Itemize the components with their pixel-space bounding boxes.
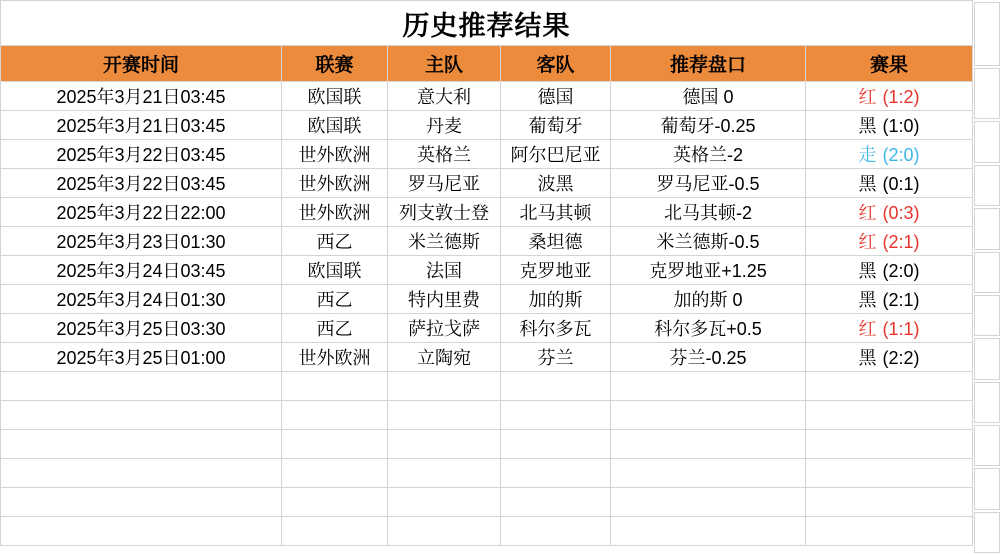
table-row xyxy=(1,227,973,256)
cell-result[interactable] xyxy=(806,343,973,372)
overflow-cell[interactable] xyxy=(974,2,1000,66)
cell-time[interactable]: 2025年3月21日03:45 xyxy=(1,111,282,140)
result-label: 黑 xyxy=(858,348,877,368)
cell-result[interactable] xyxy=(806,227,973,256)
cell-home[interactable]: 丹麦 xyxy=(388,111,501,140)
empty-cell[interactable] xyxy=(806,372,973,401)
empty-cell[interactable] xyxy=(806,488,973,517)
empty-cell[interactable] xyxy=(611,372,806,401)
table-row xyxy=(1,169,973,198)
table-row xyxy=(1,314,973,343)
result-score: (1:0) xyxy=(882,116,920,136)
result-label: 黑 xyxy=(858,261,877,281)
empty-cell[interactable] xyxy=(1,430,282,459)
cell-away[interactable]: 北马其顿 xyxy=(501,198,611,227)
overflow-cell[interactable] xyxy=(974,382,1000,423)
empty-cell[interactable] xyxy=(1,372,282,401)
cell-league[interactable]: 西乙 xyxy=(282,285,388,314)
result-score: (2:2) xyxy=(882,348,920,368)
empty-cell[interactable] xyxy=(501,401,611,430)
cell-home[interactable]: 特内里费 xyxy=(388,285,501,314)
cell-away[interactable]: 波黑 xyxy=(501,169,611,198)
empty-cell[interactable] xyxy=(1,488,282,517)
result-score: (2:1) xyxy=(882,290,920,310)
result-score: (2:0) xyxy=(882,261,920,281)
empty-cell[interactable] xyxy=(388,372,501,401)
cell-pick[interactable]: 英格兰-2 xyxy=(611,140,806,169)
result-label: 黑 xyxy=(858,116,877,136)
empty-cell[interactable] xyxy=(501,430,611,459)
cell-result[interactable] xyxy=(806,140,973,169)
empty-cell[interactable] xyxy=(282,459,388,488)
empty-cell[interactable] xyxy=(1,401,282,430)
empty-cell[interactable] xyxy=(501,372,611,401)
result-score: (0:1) xyxy=(882,174,920,194)
cell-result[interactable] xyxy=(806,256,973,285)
cell-time[interactable]: 2025年3月23日01:30 xyxy=(1,227,282,256)
result-label: 红 xyxy=(858,87,877,107)
cell-result[interactable] xyxy=(806,198,973,227)
empty-row xyxy=(1,459,973,488)
result-score: (2:0) xyxy=(882,145,920,165)
empty-cell[interactable] xyxy=(388,488,501,517)
cell-result[interactable] xyxy=(806,169,973,198)
empty-cell[interactable] xyxy=(501,517,611,546)
cell-home[interactable]: 米兰德斯 xyxy=(388,227,501,256)
empty-cell[interactable] xyxy=(1,459,282,488)
overflow-cell[interactable] xyxy=(974,252,1000,293)
table-row xyxy=(1,198,973,227)
cell-league[interactable]: 欧国联 xyxy=(282,256,388,285)
title-row xyxy=(1,1,973,46)
cell-pick[interactable]: 加的斯 0 xyxy=(611,285,806,314)
column-header-result[interactable]: 赛果 xyxy=(806,46,973,82)
cell-home[interactable]: 法国 xyxy=(388,256,501,285)
cell-time[interactable]: 2025年3月25日03:30 xyxy=(1,314,282,343)
cell-league[interactable]: 世外欧洲 xyxy=(282,140,388,169)
empty-cell[interactable] xyxy=(282,401,388,430)
table-row xyxy=(1,82,973,111)
empty-cell[interactable] xyxy=(806,401,973,430)
empty-cell[interactable] xyxy=(611,517,806,546)
overflow-cell[interactable] xyxy=(974,425,1000,466)
column-header-home[interactable]: 主队 xyxy=(388,46,501,82)
empty-cell[interactable] xyxy=(282,488,388,517)
table-header-row xyxy=(1,46,973,82)
column-header-pick[interactable]: 推荐盘口 xyxy=(611,46,806,82)
cell-home[interactable]: 立陶宛 xyxy=(388,343,501,372)
cell-time[interactable]: 2025年3月22日03:45 xyxy=(1,140,282,169)
empty-cell[interactable] xyxy=(388,459,501,488)
empty-cell[interactable] xyxy=(388,401,501,430)
empty-cell[interactable] xyxy=(388,517,501,546)
empty-cell[interactable] xyxy=(611,401,806,430)
cell-league[interactable]: 西乙 xyxy=(282,227,388,256)
cell-pick[interactable]: 科尔多瓦+0.5 xyxy=(611,314,806,343)
cell-league[interactable]: 世外欧洲 xyxy=(282,198,388,227)
empty-cell[interactable] xyxy=(806,459,973,488)
result-label: 红 xyxy=(858,203,877,223)
cell-away[interactable]: 芬兰 xyxy=(501,343,611,372)
cell-pick[interactable]: 北马其顿-2 xyxy=(611,198,806,227)
cell-away[interactable]: 葡萄牙 xyxy=(501,111,611,140)
table-row xyxy=(1,343,973,372)
table-row xyxy=(1,285,973,314)
overflow-cell[interactable] xyxy=(974,68,1000,119)
result-label: 红 xyxy=(858,232,877,252)
cell-away[interactable]: 桑坦德 xyxy=(501,227,611,256)
empty-cell[interactable] xyxy=(1,517,282,546)
empty-row xyxy=(1,430,973,459)
overflow-cell[interactable] xyxy=(974,512,1000,553)
cell-league[interactable]: 西乙 xyxy=(282,314,388,343)
cell-league[interactable]: 世外欧洲 xyxy=(282,169,388,198)
result-label: 红 xyxy=(858,319,877,339)
cell-home[interactable]: 萨拉戈萨 xyxy=(388,314,501,343)
overflow-column xyxy=(972,0,1002,555)
column-header-away[interactable]: 客队 xyxy=(501,46,611,82)
cell-home[interactable]: 罗马尼亚 xyxy=(388,169,501,198)
result-label: 黑 xyxy=(858,290,877,310)
empty-cell[interactable] xyxy=(282,372,388,401)
cell-result[interactable] xyxy=(806,111,973,140)
empty-cell[interactable] xyxy=(388,430,501,459)
empty-row xyxy=(1,372,973,401)
result-score: (1:1) xyxy=(882,319,920,339)
cell-away[interactable]: 科尔多瓦 xyxy=(501,314,611,343)
overflow-cell[interactable] xyxy=(974,338,1000,379)
empty-cell[interactable] xyxy=(501,459,611,488)
empty-cell[interactable] xyxy=(611,488,806,517)
cell-away[interactable]: 克罗地亚 xyxy=(501,256,611,285)
overflow-cell[interactable] xyxy=(974,165,1000,206)
cell-pick[interactable]: 德国 0 xyxy=(611,82,806,111)
overflow-cell[interactable] xyxy=(974,468,1000,509)
empty-cell[interactable] xyxy=(282,430,388,459)
overflow-cell[interactable] xyxy=(974,295,1000,336)
cell-time[interactable]: 2025年3月22日03:45 xyxy=(1,169,282,198)
cell-league[interactable]: 世外欧洲 xyxy=(282,343,388,372)
table-row xyxy=(1,256,973,285)
result-score: (1:2) xyxy=(882,87,920,107)
cell-result[interactable] xyxy=(806,314,973,343)
table-row xyxy=(1,140,973,169)
result-label: 走 xyxy=(858,145,877,165)
cell-home[interactable]: 英格兰 xyxy=(388,140,501,169)
cell-pick[interactable]: 米兰德斯-0.5 xyxy=(611,227,806,256)
column-header-league[interactable]: 联赛 xyxy=(282,46,388,82)
empty-cell[interactable] xyxy=(806,517,973,546)
cell-time[interactable]: 2025年3月24日03:45 xyxy=(1,256,282,285)
cell-pick[interactable]: 芬兰-0.25 xyxy=(611,343,806,372)
cell-time[interactable]: 2025年3月21日03:45 xyxy=(1,82,282,111)
cell-away[interactable]: 加的斯 xyxy=(501,285,611,314)
cell-time[interactable]: 2025年3月24日01:30 xyxy=(1,285,282,314)
result-score: (0:3) xyxy=(882,203,920,223)
cell-away[interactable]: 德国 xyxy=(501,82,611,111)
table-row xyxy=(1,111,973,140)
cell-pick[interactable]: 罗马尼亚-0.5 xyxy=(611,169,806,198)
overflow-cell[interactable] xyxy=(974,208,1000,249)
cell-time[interactable]: 2025年3月22日22:00 xyxy=(1,198,282,227)
empty-cell[interactable] xyxy=(611,430,806,459)
empty-row xyxy=(1,488,973,517)
empty-cell[interactable] xyxy=(806,430,973,459)
cell-time[interactable]: 2025年3月25日01:00 xyxy=(1,343,282,372)
cell-home[interactable]: 列支敦士登 xyxy=(388,198,501,227)
empty-cell[interactable] xyxy=(501,488,611,517)
cell-result[interactable] xyxy=(806,285,973,314)
cell-pick[interactable]: 葡萄牙-0.25 xyxy=(611,111,806,140)
empty-row xyxy=(1,401,973,430)
cell-league[interactable]: 欧国联 xyxy=(282,111,388,140)
result-score: (2:1) xyxy=(882,232,920,252)
cell-away[interactable]: 阿尔巴尼亚 xyxy=(501,140,611,169)
empty-row xyxy=(1,517,973,546)
cell-result[interactable] xyxy=(806,82,973,111)
result-label: 黑 xyxy=(858,174,877,194)
empty-cell[interactable] xyxy=(611,459,806,488)
cell-pick[interactable]: 克罗地亚+1.25 xyxy=(611,256,806,285)
empty-cell[interactable] xyxy=(282,517,388,546)
column-header-time[interactable]: 开赛时间 xyxy=(1,46,282,82)
overflow-cell[interactable] xyxy=(974,121,1000,162)
cell-league[interactable]: 欧国联 xyxy=(282,82,388,111)
page-title: 历史推荐结果 xyxy=(1,1,973,46)
cell-home[interactable]: 意大利 xyxy=(388,82,501,111)
